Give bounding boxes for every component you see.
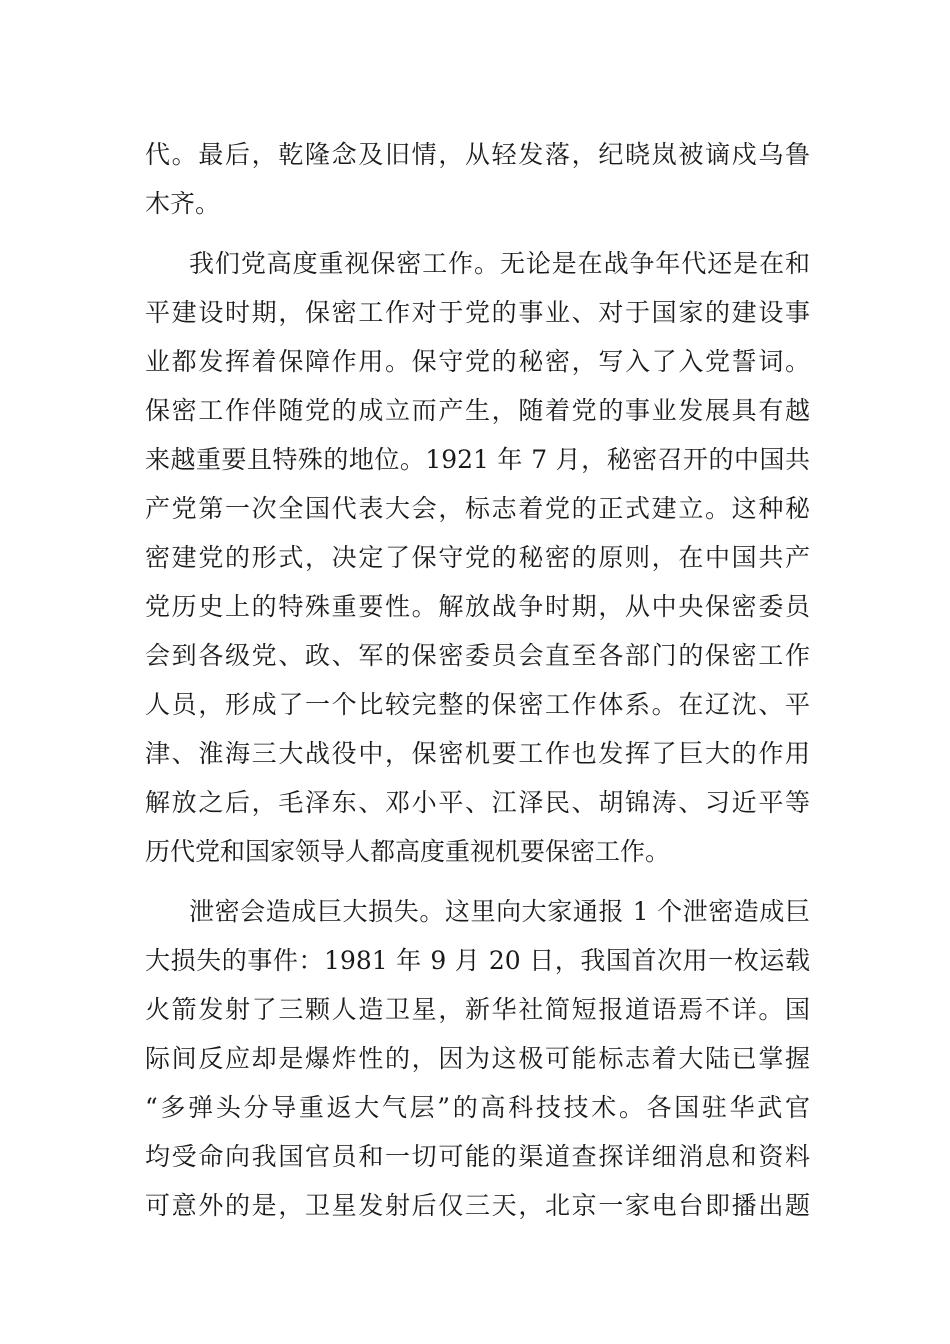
text-line: 保密工作伴随党的成立而产生，随着党的事业发展具有越	[145, 396, 810, 425]
text-line: 党历史上的特殊重要性。解放战争时期，从中央保密委员	[145, 592, 810, 621]
text-line: 际间反应却是爆炸性的，因为这极可能标志着大陆已掌握	[145, 1044, 810, 1073]
text-line: 大损失的事件：1981 年 9 月 20 日，我国首次用一枚运载	[145, 946, 810, 975]
text-line: 历代党和国家领导人都高度重视机要保密工作。	[145, 837, 671, 866]
text-line: 平建设时期，保密工作对于党的事业、对于国家的建设事	[145, 298, 810, 327]
text-line: 业都发挥着保障作用。保守党的秘密，写入了入党誓词。	[145, 347, 810, 376]
text-line: 会到各级党、政、军的保密委员会直至各部门的保密工作	[145, 641, 810, 670]
paragraph-continuation	[145, 130, 810, 228]
text-line: 可意外的是，卫星发射后仅三天，北京一家电台即播出题	[145, 1191, 810, 1220]
text-line: 均受命向我国官员和一切可能的渠道查探详细消息和资料	[145, 1142, 810, 1171]
text-line: 我们党高度重视保密工作。无论是在战争年代还是在和	[189, 249, 810, 278]
paragraph-party-secrecy	[145, 239, 810, 876]
text-line: 津、淮海三大战役中，保密机要工作也发挥了巨大的作用	[145, 739, 810, 768]
text-line: 产党第一次全国代表大会，标志着党的正式建立。这种秘	[145, 494, 810, 523]
text-line: 解放之后，毛泽东、邓小平、江泽民、胡锦涛、习近平等	[145, 788, 810, 817]
text-line: 木齐。	[145, 189, 221, 218]
document-body	[145, 130, 810, 1241]
text-line: 泄密会造成巨大损失。这里向大家通报 1 个泄密造成巨	[189, 897, 810, 926]
paragraph-leak-losses	[145, 887, 810, 1230]
text-line: 来越重要且特殊的地位。1921 年 7 月，秘密召开的中国共	[145, 445, 810, 474]
text-line: 火箭发射了三颗人造卫星，新华社简短报道语焉不详。国	[145, 995, 810, 1024]
text-line: 密建党的形式，决定了保守党的秘密的原则，在中国共产	[145, 543, 810, 572]
text-line: 代。最后，乾隆念及旧情，从轻发落，纪晓岚被谪戍乌鲁	[145, 140, 810, 169]
text-line: 人员，形成了一个比较完整的保密工作体系。在辽沈、平	[145, 690, 810, 719]
text-line: “多弹头分导重返大气层”的高科技技术。各国驻华武官	[145, 1093, 810, 1122]
